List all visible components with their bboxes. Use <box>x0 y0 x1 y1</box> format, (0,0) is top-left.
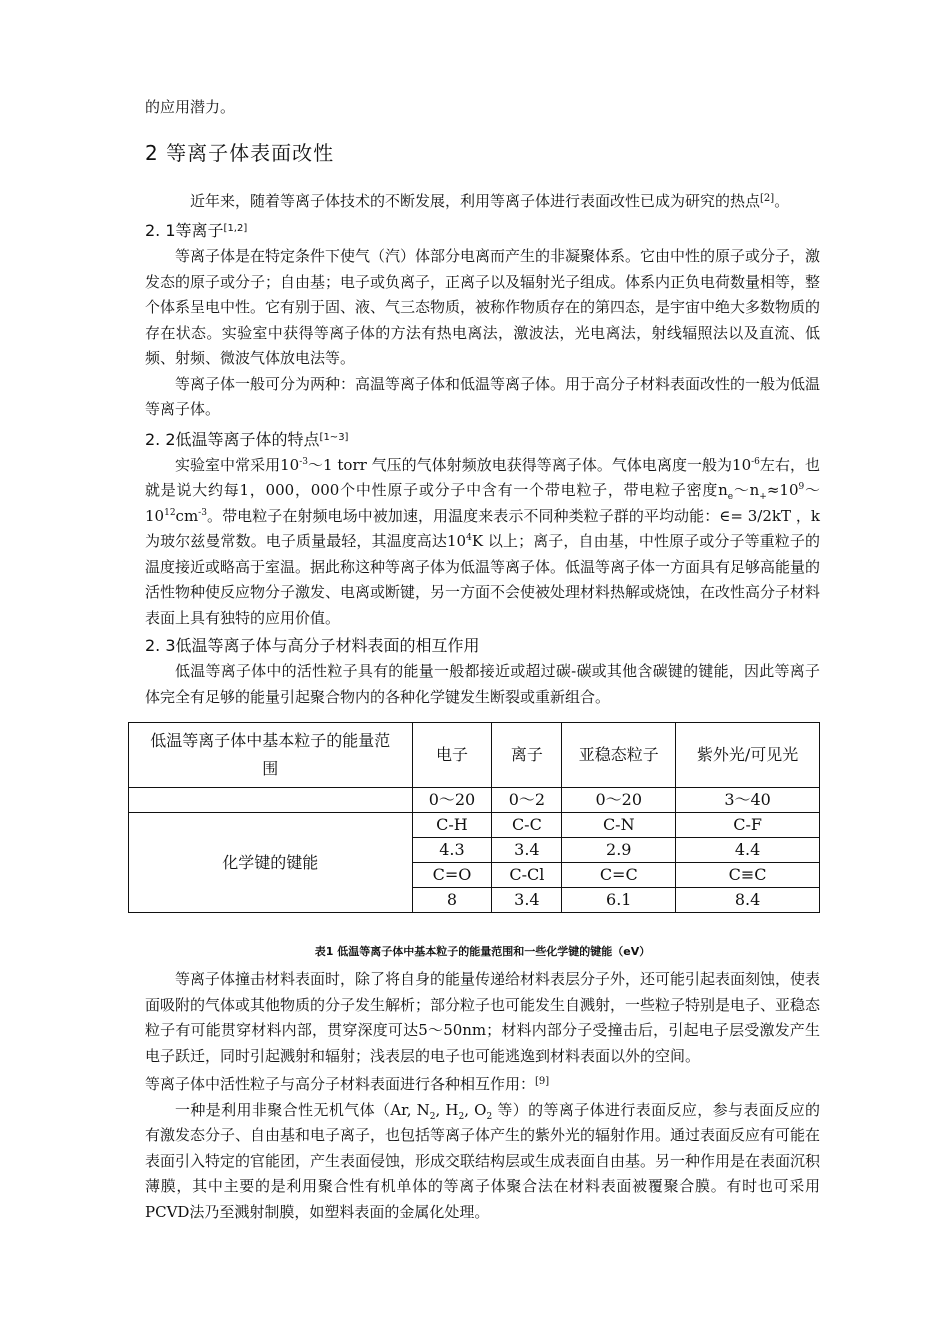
section-2-2-paragraph: 实验室中常采用$10^{-3}\sim 1$ torr 气压的气体射频放电获得等离子体。气体电离度一般为$10^{-6}$左右，也就是说大约每1，000，000个中性原子或分子中含有一个带电粒子，带电粒子密度$n_e\sim n_+\approx 10^9\sim 10^{12}cm^{-3}$。带电粒子在射频电场中被加速，用温度来表示不同种类粒子群的平均动能：∈= 3/2kT ，k 为玻尔兹曼常数。电子质量最轻，其温度高达$10^4K$ 以上；离子，自由基，中性原子或分子等重粒子的温度接近或略高于室温。据此称这种等离子体为低温等离子体。低温等离子体一方面具有足够高能量的活性物种使反应物分子激发、电离或断键，另一方面不会使被处理材料热解或烧蚀，在改性高分子材料表面上具有独特的应用价值。 <box>145 455 821 627</box>
section-2-1-paragraph-2: 等离子体一般可分为两种：高温等离子体和低温等离子体。用于高分子材料表面改性的一般为低温等离子体。 <box>145 374 821 418</box>
bond-cell: C-C <box>492 813 562 838</box>
section-2-1-heading: 2. 1等离子[1,2] <box>145 221 248 240</box>
range-cell: 3～40 <box>676 788 820 813</box>
bond-cell: 8 <box>412 888 492 913</box>
particle-ion: 离子 <box>492 723 562 788</box>
particle-electron: 电子 <box>412 723 492 788</box>
bond-cell: 3.4 <box>492 888 562 913</box>
section-2-1-paragraph-1: 等离子体是在特定条件下使气（汽）体部分电离而产生的非凝聚体系。它由中性的原子或分子，激发态的原子或分子；自由基；电子或负离子，正离子以及辐射光子组成。体系内正负电荷数量相等，整个体系呈电中性。它有别于固、液、气三态物质，被称作物质存在的第四态，是宇宙中绝大多数物质的存在状态。实验室中获得等离子体的方法有热电离法，激波法，光电离法，射线辐照法以及直流、低频、射频、微波气体放电法等。 <box>145 247 821 367</box>
range-cell: 0～20 <box>562 788 676 813</box>
range-cell: 0～20 <box>412 788 492 813</box>
section-2-3-paragraph: 低温等离子体中的活性粒子具有的能量一般都接近或超过碳-碳或其他含碳键的键能，因此等离子体完全有足够的能量引起聚合物内的各种化学键发生断裂或重新组合。 <box>145 662 820 706</box>
bond-energy-label: 化学键的键能 <box>129 813 413 913</box>
bond-cell: C-H <box>412 813 492 838</box>
bond-cell: 8.4 <box>676 888 820 913</box>
energy-range-label: 低温等离子体中基本粒子的能量范围 <box>129 723 413 788</box>
range-cell: 0～2 <box>492 788 562 813</box>
intro-tail: 的应用潜力。 <box>145 98 236 116</box>
interaction-paragraph-3: 一种是利用非聚合性无机气体（Ar, $N_2$, $H_2$, $O_2$ 等）的等离子体进行表面反应，参与表面反应的有激发态分子、自由基和电子离子，也包括等离子体产生的紫外光的辐射作用。通过表面反应有可能在表面引入特定的官能团，产生表面侵蚀，形成交联结构层或生成表面自由基。另一种作用是在表面沉积薄膜，其中主要的是利用聚合性有机单体的等离子体聚合法在材料表面被覆聚合膜。有时也可采用PCVD法乃至溅射制膜，如塑料表面的金属化处理。 <box>145 1100 821 1221</box>
bond-cell: 2.9 <box>562 838 676 863</box>
interaction-paragraph-1: 等离子体撞击材料表面时，除了将自身的能量传递给材料表层分子外，还可能引起表面刻蚀，使表面吸附的气体或其他物质的分子发生解析；部分粒子也可能发生自溅射，一些粒子特别是电子、亚稳态粒子有可能贯穿材料内部，贯穿深度可达5～50nm；材料内部分子受撞击后，引起电子层受激发产生电子跃迁，同时引起溅射和辐射；浅表层的电子也可能逃逸到材料表面以外的空间。 <box>145 970 821 1065</box>
section-2-2-heading: 2. 2低温等离子体的特点[1~3] <box>145 429 349 449</box>
bond-cell: 6.1 <box>562 888 676 913</box>
table-caption: 表1 低温等离子体中基本粒子的能量范围和一些化学键的键能（eV） <box>314 945 651 958</box>
bond-cell: 4.3 <box>412 838 492 863</box>
table-cell-empty <box>129 788 413 813</box>
interaction-paragraph-2: 等离子体中活性粒子与高分子材料表面进行各种相互作用：[9] <box>145 1075 550 1093</box>
bond-cell: 3.4 <box>492 838 562 863</box>
section-2-intro: 近年来，随着等离子体技术的不断发展，利用等离子体进行表面改性已成为研究的热点[2]。 <box>190 191 790 210</box>
section-2-title: 2 等离子体表面改性 <box>145 140 335 165</box>
bond-cell: C-Cl <box>492 863 562 888</box>
document-page <box>145 95 820 1225</box>
bond-cell: C-F <box>676 813 820 838</box>
bond-cell: 4.4 <box>676 838 820 863</box>
energy-bond-table <box>128 722 820 913</box>
section-2-3-heading: 2. 3低温等离子体与高分子材料表面的相互作用 <box>145 636 480 655</box>
bond-cell: C≡C <box>676 863 820 888</box>
bond-cell: C=C <box>562 863 676 888</box>
bond-cell: C-N <box>562 813 676 838</box>
particle-uv-visible: 紫外光/可见光 <box>676 723 820 788</box>
particle-metastable: 亚稳态粒子 <box>562 723 676 788</box>
bond-cell: C=O <box>412 863 492 888</box>
